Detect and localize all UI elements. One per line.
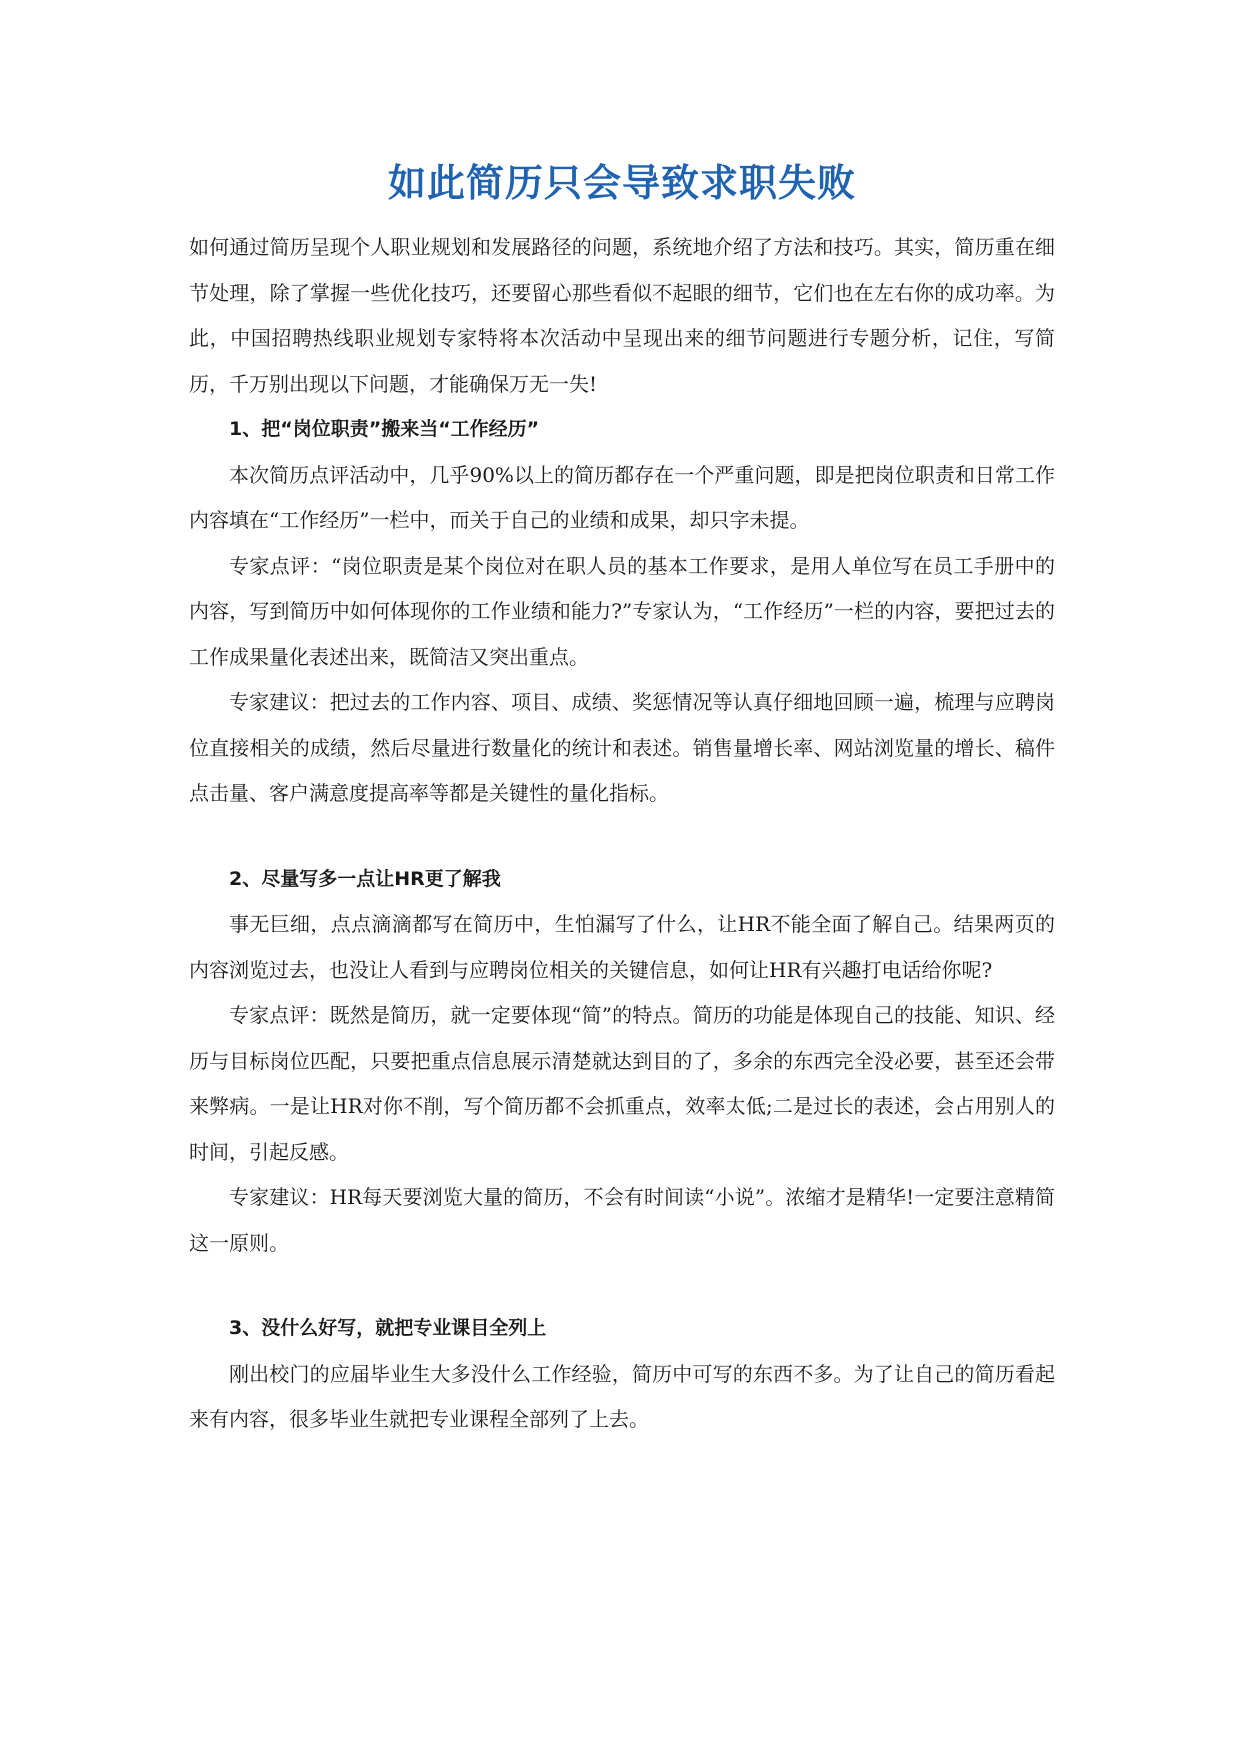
section-2-paragraph-2: 专家点评：既然是简历，就一定要体现“简”的特点。简历的功能是体现自己的技能、知识、经历与目标岗位匹配，只要把重点信息展示清楚就达到目的了，多余的东西完全没必要，甚至还会带来弊病。一是让HR对你不削，写个简历都不会抓重点，效率太低;二是过长的表述，会占用别人的时间，引起反感。: [189, 1003, 1055, 1164]
intro-paragraph: 如何通过简历呈现个人职业规划和发展路径的问题，系统地介绍了方法和技巧。其实，简历重在细节处理，除了掌握一些优化技巧，还要留心那些看似不起眼的细节，它们也在左右你的成功率。为此，中国招聘热线职业规划专家特将本次活动中呈现出来的细节问题进行专题分析，记住，写简历，千万别出现以下问题，才能确保万无一失!: [189, 235, 1055, 396]
section-1-paragraph-2: 专家点评：“岗位职责是某个岗位对在职人员的基本工作要求，是用人单位写在员工手册中的内容，写到简历中如何体现你的工作业绩和能力?”专家认为，“工作经历”一栏的内容，要把过去的工作成果量化表述出来，既简洁又突出重点。: [189, 553, 1055, 669]
section-1-paragraph-1: 本次简历点评活动中，几乎90%以上的简历都存在一个严重问题，即是把岗位职责和日常工作内容填在“工作经历”一栏中，而关于自己的业绩和成果，却只字未提。: [189, 462, 1055, 532]
section-heading-2: 2、尽量写多一点让HR更了解我: [229, 867, 501, 890]
section-spacer: [189, 817, 1055, 857]
section-3-paragraph-1: 刚出校门的应届毕业生大多没什么工作经验，简历中可写的东西不多。为了让自己的简历看起来有内容，很多毕业生就把专业课程全部列了上去。: [189, 1361, 1055, 1431]
section-spacer: [189, 1266, 1055, 1306]
section-2-paragraph-1: 事无巨细，点点滴滴都写在简历中，生怕漏写了什么，让HR不能全面了解自己。结果两页的内容浏览过去，也没让人看到与应聘岗位相关的关键信息，如何让HR有兴趣打电话给你呢?: [189, 912, 1055, 982]
section-heading-3: 3、没什么好写，就把专业课目全列上: [229, 1317, 547, 1339]
document-title: 如此简历只会导致求职失败: [387, 160, 856, 205]
section-2-paragraph-3: 专家建议：HR每天要浏览大量的简历，不会有时间读“小说”。浓缩才是精华!一定要注意精简这一原则。: [189, 1185, 1055, 1255]
section-heading-1: 1、把“岗位职责”搬来当“工作经历”: [229, 418, 540, 440]
document-body: [189, 155, 1055, 1443]
section-1-paragraph-3: 专家建议：把过去的工作内容、项目、成绩、奖惩情况等认真仔细地回顾一遍，梳理与应聘岗位直接相关的成绩，然后尽量进行数量化的统计和表述。销售量增长率、网站浏览量的增长、稿件点击量、客户满意度提高率等都是关键性的量化指标。: [189, 690, 1055, 805]
